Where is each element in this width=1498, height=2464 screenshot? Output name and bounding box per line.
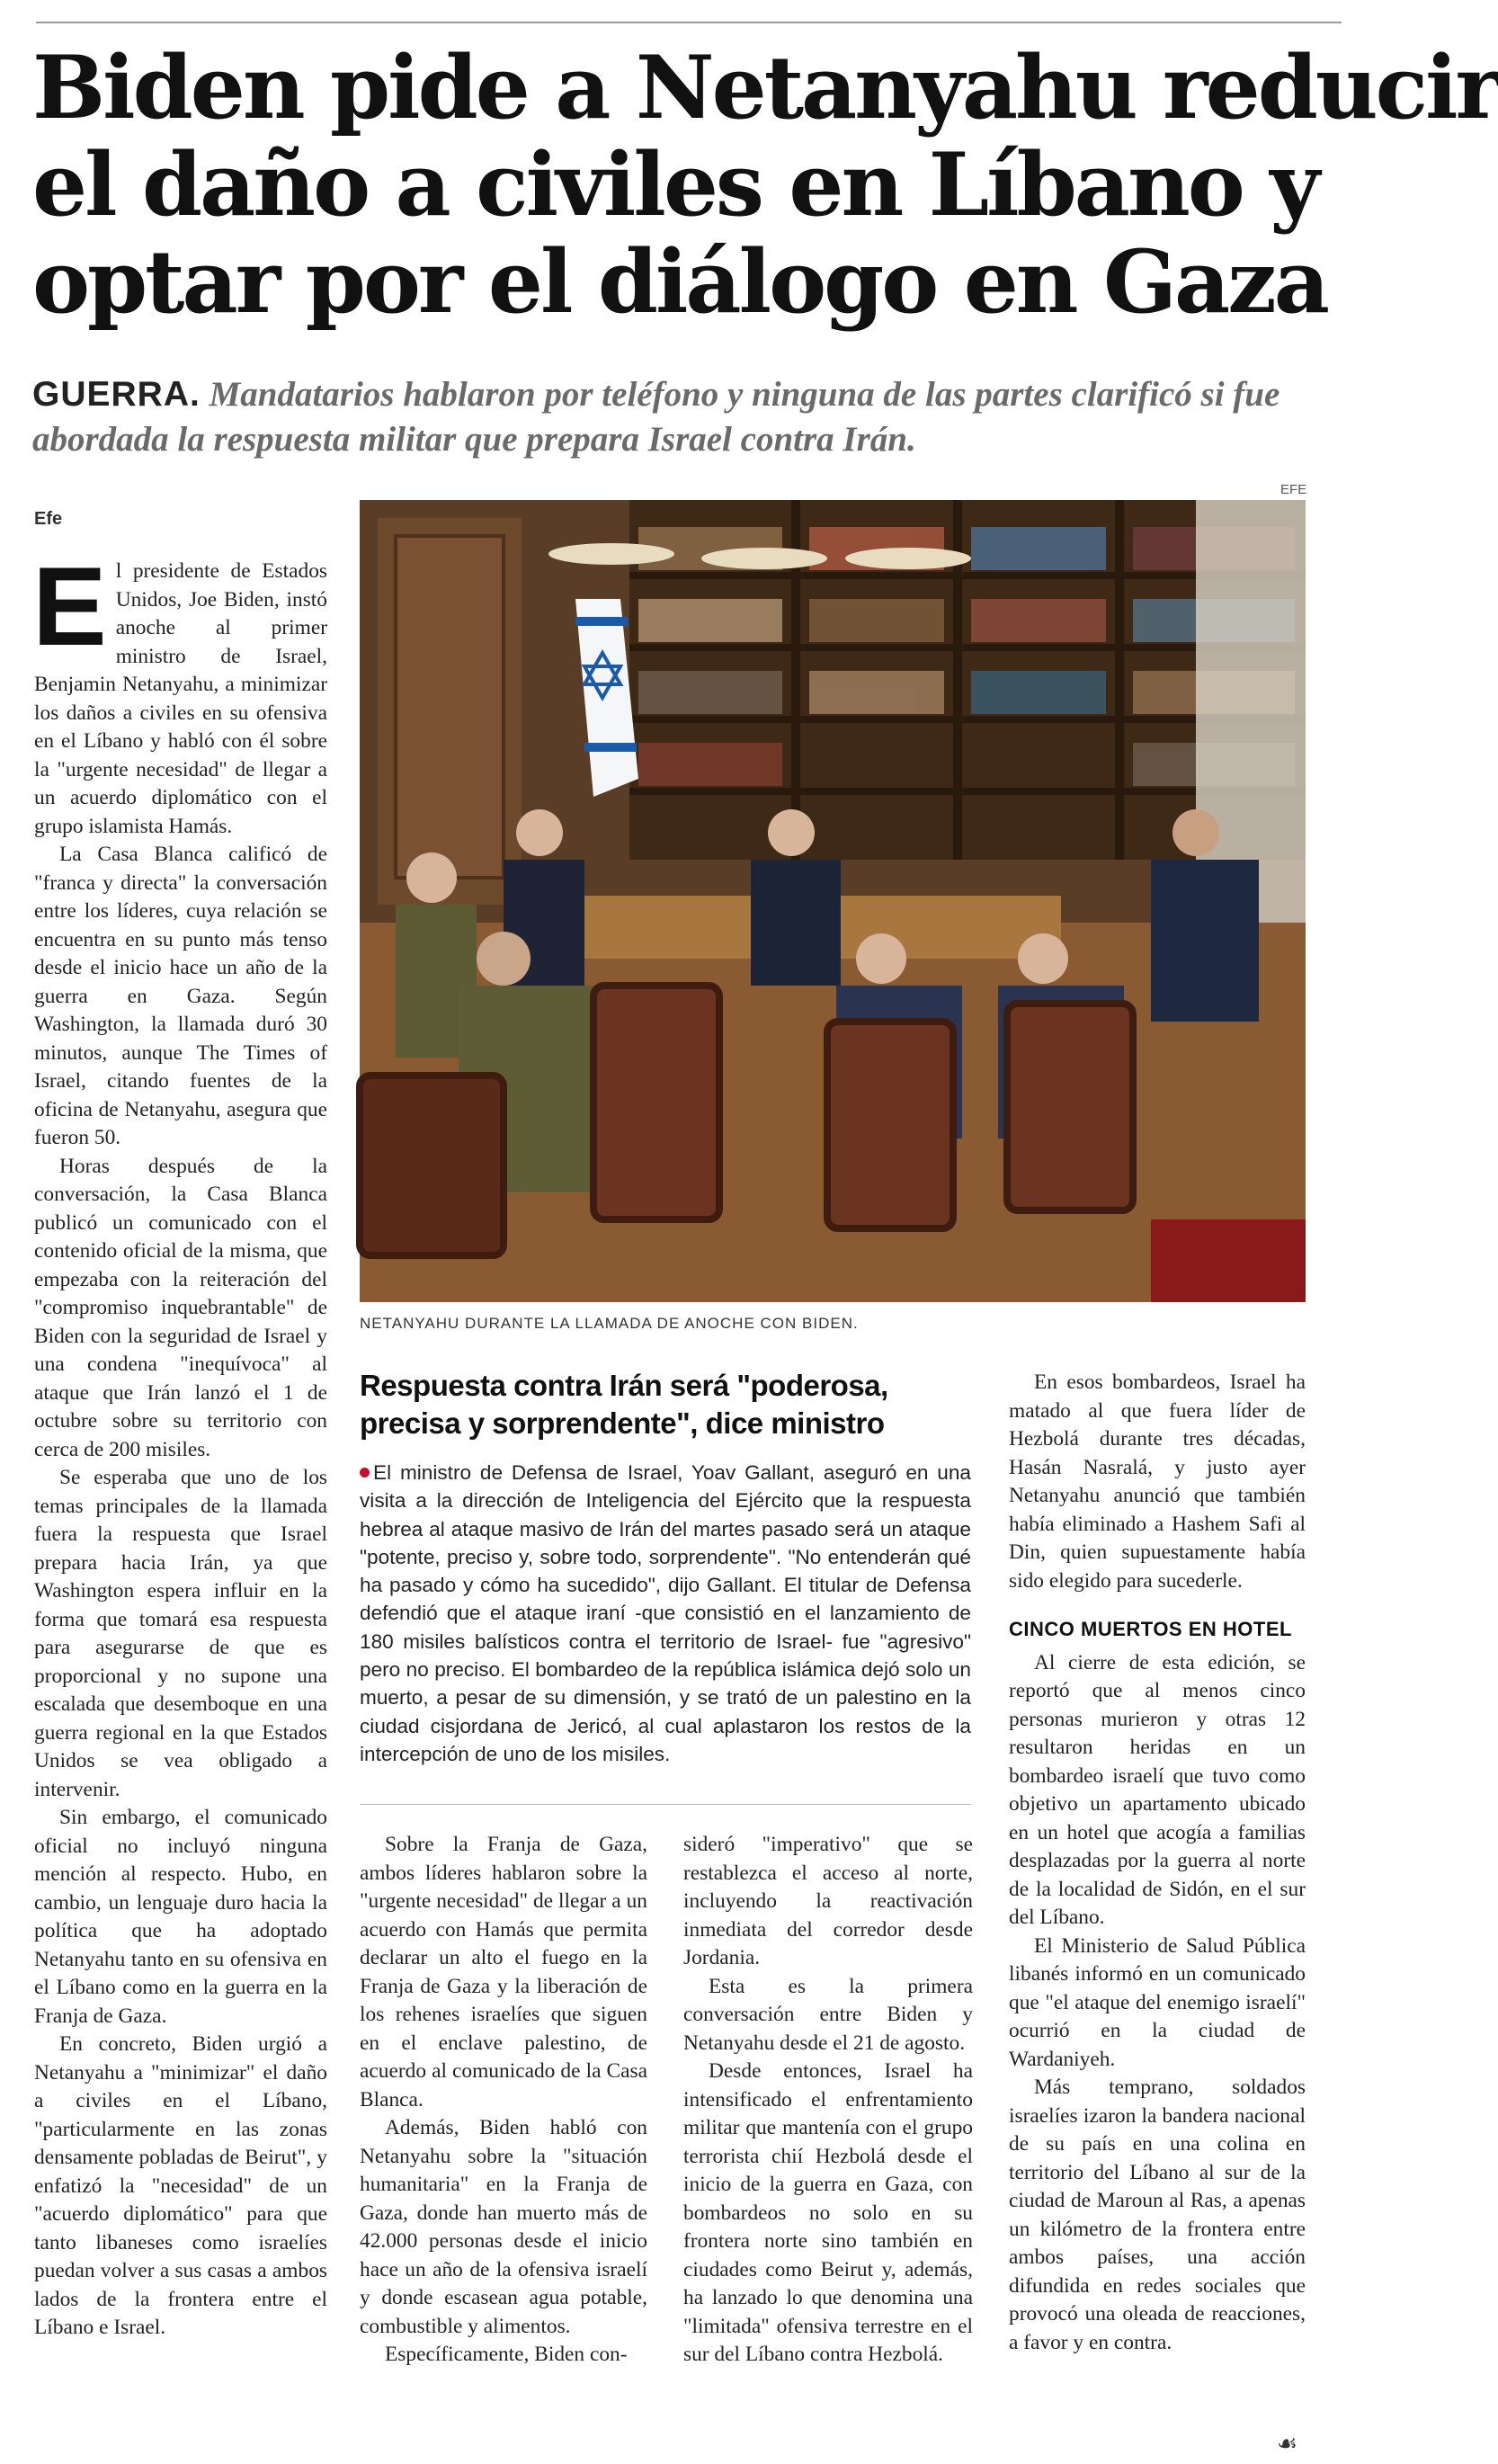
deck-kicker: GUERRA.: [32, 375, 201, 414]
paragraph: Más temprano, soldados israelíes izaron la bandera nacional de su país en una colina en territorio del Líbano al sur de la ciudad de Maroun al Ras, a apenas un kilómetro de la frontera entre ambos países, una acción difundida en redes sociales que provocó una oleada de reacciones, a favor y en contra.: [1009, 2076, 1306, 2354]
headline-line-1: Biden pide a Netanyahu reducir: [32, 37, 1498, 138]
sidebar-heading: [360, 1367, 971, 1442]
article-column-1: [32, 545, 327, 2343]
paragraph: Además, Biden habló con Netanyahu sobre la "situación humanitaria" en la Franja de Gaza, donde han muerto más de 42.000 personas desde el inicio hace un año de la ofensiva israelí y donde escasean agua potable, combustible y alimentos.: [360, 2116, 647, 2338]
photo-credit: EFE: [1280, 482, 1307, 497]
paragraph: La Casa Blanca calificó de "franca y directa" la conversación entre los líderes, cuya relación se encuentra en su punto más tenso desde el inicio hace un año de la guerra en Gaza. Según Washington, la llamada duró 30 minutos, aunque The Times of Israel, citando fuentes de la oficina de Netanyahu, asegura que fueron 50.: [34, 843, 327, 1149]
paragraph: Específicamente, Biden con-: [385, 2343, 628, 2366]
end-mark-icon: ☙: [1277, 2431, 1298, 2458]
sidebar-heading-line-2: precisa y sorprendente", dice ministro: [360, 1406, 885, 1440]
article-column-3: [683, 1831, 973, 2370]
deck: [32, 372, 1309, 462]
paragraph: Esta es la primera conversación entre Biden y Netanyahu desde el 21 de agosto.: [683, 1974, 973, 2055]
bullet-icon: [360, 1468, 370, 1478]
paragraph: sideró "imperativo" que se restablezca el acceso al norte, incluyendo la reactivación inmediata del corredor desde Jordania.: [683, 1833, 973, 1969]
deck-line-2: abordada la respuesta militar que prepara Israel contra Irán.: [32, 420, 916, 459]
paragraph: Se esperaba que uno de los temas principales de la llamada fuera la respuesta que Israel prepara hacia Irán, ya que Washington espera influir en la forma que tomará esa respuesta para asegurarse de que es proporcional y no supone una escalada que desemboque en una guerra regional en la que Estados Unidos se vea obligado a intervenir.: [34, 1466, 327, 1801]
headline-line-3: optar por el diálogo en Gaza: [32, 231, 1327, 333]
paragraph: El Ministerio de Salud Pública libanés informó en un comunicado que "el ataque del enemigo israelí" ocurrió en la ciudad de Wardaniyeh.: [1009, 1933, 1306, 2071]
section-subhead: CINCO MUERTOS EN HOTEL: [1009, 1618, 1292, 1640]
byline: Efe: [34, 509, 63, 529]
paragraph: Al cierre de esta edición, se reportó que al menos cinco personas murieron y otras 12 resultaron heridas en un bombardeo israelí que tuvo como objetivo un apartamento ubicado en un hotel que acogía a familias desplazadas por la guerra al norte de la localidad de Sidón, en el sur del Líbano.: [1009, 1650, 1306, 1929]
paragraph: Sin embargo, el comunicado oficial no incluyó ninguna mención al respecto. Hubo, en cambio, un lenguaje duro hacia la política que ha adoptado Netanyahu tanto en su ofensiva en el Líbano como en la guerra en la Franja de Gaza.: [34, 1806, 327, 2028]
deck-line-1: Mandatarios hablaron por teléfono y ninguna de las partes clarificó si fue: [209, 375, 1280, 414]
sidebar-rule: [360, 1804, 971, 1805]
paragraph: Horas después de la conversación, la Casa Blanca publicó un comunicado con el contenido oficial de la misma, que empezaba con la reiteración del "compromiso inquebrantable" de Biden con la seguridad de Israel y una condena "inequívoca" al ataque que Irán lanzó el 1 de octubre sobre su territorio con cerca de 200 misiles.: [34, 1154, 327, 1461]
paragraph: En esos bombardeos, Israel ha matado al que fuera líder de Hezbolá durante tres décadas, Hasán Nasralá, y justo ayer Netanyahu anunció que también había eliminado a Hashem Safi al Din, quien supuestamente había sido elegido para sucederle.: [1009, 1370, 1306, 1593]
photo-caption: NETANYAHU DURANTE LA LLAMADA DE ANOCHE CON BIDEN.: [360, 1315, 859, 1332]
paragraph: El presidente de Estados Unidos, Joe Biden, instó anoche al primer ministro de Israel, Benjamin Netanyahu, a minimizar los daños a civiles en su ofensiva en el Líbano y habló con él sobre la "urgente necesidad" de llegar a un acuerdo diplomático con el grupo islamista Hamás.: [32, 545, 327, 838]
top-rule: [36, 22, 1342, 23]
article-column-4: [1009, 1369, 1306, 2357]
drop-cap: E: [32, 545, 107, 669]
sidebar-heading-line-1: Respuesta contra Irán será "poderosa,: [360, 1369, 888, 1402]
paragraph: En concreto, Biden urgió a Netanyahu a "minimizar" el daño a civiles en el Líbano, "particularmente en las zonas densamente pobladas de Beirut", y enfatizó la "necesidad" de un "acuerdo diplomático" para que tanto libaneses como israelíes puedan volver a sus casas a ambos lados de la frontera entre el Líbano e Israel.: [34, 2032, 327, 2339]
headline: [32, 37, 1498, 333]
news-photo: [360, 500, 1306, 1302]
sidebar-text: El ministro de Defensa de Israel, Yoav Gallant, aseguró en una visita a la dirección de Inteligencia del Ejército que la respuesta hebrea al ataque masivo de Irán del martes pasado será un ataque "potente, preciso y, sobre todo, sorprendente". "No entenderán qué ha pasado y cómo ha sucedido", dijo Gallant. El titular de Defensa defendió que el ataque iraní -que consistió en el lanzamiento de 180 misiles balísticos contra el territorio de Israel- fue "agresivo" pero no preciso. El bombardeo de la república islámica dejó solo un muerto, a pesar de su dimensión, y se trató de un palestino en la ciudad cisjordana de Jericó, al cual aplastaron los restos de la intercepción de uno de los misiles.: [360, 1461, 971, 1765]
meeting-photo-illustration: [360, 500, 1306, 1302]
article-column-2: [360, 1831, 647, 2370]
paragraph: Sobre la Franja de Gaza, ambos líderes hablaron sobre la "urgente necesidad" de llegar a un acuerdo con Hamás que permita declarar un alto el fuego en la Franja de Gaza y la liberación de los rehenes israelíes que siguen en el enclave palestino, de acuerdo al comunicado de la Casa Blanca.: [360, 1833, 647, 2111]
headline-line-2: el daño a civiles en Líbano y: [32, 134, 1317, 236]
paragraph: Desde entonces, Israel ha intensificado el enfrentamiento militar que mantenía con el grupo terrorista chií Hezbolá desde el inicio de la guerra en Gaza, con bombardeos no solo en su frontera norte sino también en ciudades como Beirut y, además, ha lanzado lo que denomina una "limitada" ofensiva terrestre en el sur del Líbano contra Hezbolá.: [683, 2059, 973, 2366]
